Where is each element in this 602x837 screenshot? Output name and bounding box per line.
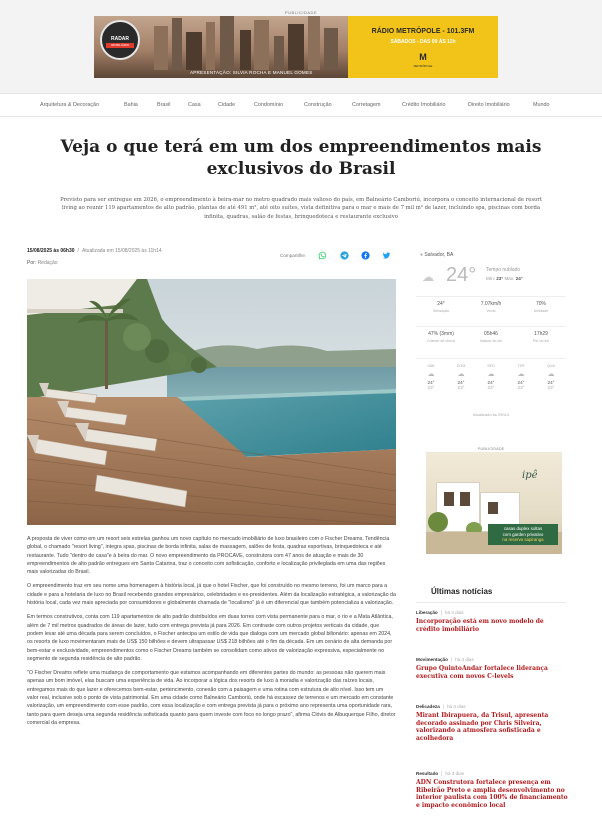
news-category: Resultado | há 3 dias [416,771,465,776]
forecast-day: DOM ☁ 24° 23° [446,364,476,390]
side-ad-tagline: casas duplex soltas com garden privativo na reserva sapiranga [488,524,558,545]
weather-location: ● Salvador, BA [420,252,454,258]
telegram-share-button[interactable] [338,249,350,261]
forecast-day: SÁB ☁ 24° 23° [416,364,446,390]
nav-item[interactable]: Casa [188,102,201,108]
ad-label: PUBLICIDADE [284,10,318,15]
nav-item[interactable]: Mundo [533,102,550,108]
top-ad-strip [0,0,602,93]
weather-stat: 70% Umidade [533,301,549,313]
location-pin-icon: ● [420,252,424,258]
news-item[interactable] [416,771,568,809]
top-banner-ad[interactable] [94,16,498,78]
article-author: Por: Redação [27,260,58,266]
radar-logo: RADAR IMOBILIÁRIO [100,20,140,60]
weather-stat: 7.07km/h Vento [480,301,502,313]
article-hero-image [27,279,396,525]
radio-title: RÁDIO METRÓPOLE - 101.3FM [371,28,475,35]
nav-item[interactable]: Brasil [157,102,171,108]
weather-condition: Tempo nublado [486,267,521,273]
forecast-day: SEG ☁ 24° 23° [476,364,506,390]
side-banner-ad[interactable] [426,452,562,554]
nav-item[interactable]: Construção [304,102,332,108]
news-category: Movimentação | há 3 dias [416,657,474,662]
article-date: 15/08/2025 às 06h30 / Atualizada em 15/08/2025 às 11h14 [27,248,162,254]
weather-stat: 47% (3mm) Chance de chuva [427,331,455,343]
facebook-icon [361,251,370,260]
forecast-day: TER ☁ 24° 23° [506,364,536,390]
nav-item[interactable]: Arquitetura & Decoração [40,102,100,108]
weather-stats-row [416,326,566,350]
weather-stats-row [416,296,566,320]
facebook-share-button[interactable] [359,249,371,261]
telegram-icon [340,251,349,260]
twitter-share-button[interactable] [380,249,392,261]
weather-stat: 24° Sensação [433,301,449,313]
ipe-logo: ipê [522,470,538,481]
news-headline-link[interactable]: Incorporação está em novo modelo de crédito imobiliário [416,618,544,633]
article-lede: Previsto para ser entregue em 2026, o empreendimento à beira-mar no metro quadrado mais valioso do país, em Balneário Camboriú, incorpora o conceito internacional de resort living ao reunir 119 apartamentos de alto padrão, plantas de até 491 m², até oito suítes, vista definitiva para o mar e mais de 7 mil m² de lazer, incluindo spa, piscinas com borda infinita, quadras, salão de festas, brinquedoteca e restaurante exclusivo [60,197,542,220]
forecast-day: QUA ☁ 24° 23° [536,364,566,390]
whatsapp-share-button[interactable] [316,249,328,261]
nav-item[interactable]: Bahia [124,102,138,108]
category-nav [0,93,602,117]
latest-news-title: Últimas notícias [431,587,493,596]
weather-forecast [416,358,566,404]
weather-updated: Atualizado às 09h13 [472,412,510,417]
radio-promo [348,16,498,78]
news-item[interactable] [416,704,568,742]
article-paragraph: A proposta de viver como em um resort seis estrelas ganhou um novo capítulo no mercado imobiliário de luxo brasileiro com o Fischer Dreams. Tendência global, o chamado "resort living", integra spas, piscinas de borda infinita, salas de massagem, salões de festa, quadras esportivas, brinquedoteca e até restaurante. Tudo "dentro de casa"e à beira do mar. O novo empreendimento da PROCAVE, construtora com 47 anos de atuação e mais de 30 empreendimentos de alto padrão entregues em Santa Catarina, traz o conceito com sofisticação, conforto e localização privilegiada em uma das regiões mais valorizadas do Brasil. [27,536,390,576]
cloud-icon: ☁ [457,371,465,378]
cloud-icon: ☁ [487,371,495,378]
article-paragraph: Em termos construtivos, conta com 119 apartamentos de alto padrão distribuídos em duas torres com vista permanente para o mar, o rio e a Mata Atlântica, além de 7 mil metros quadrados de áreas de lazer, tudo com entrega prevista já para 2026. Em contraste com outros projetos verticais da cidade, que podem levar até uma década para serem concluídos, o Fischer antecipa um estilo de vida que dialoga com um mercado global bilionário: apenas em 2024, os resorts de luxo movimentaram mais de US$ 150 bilhões e devem ultrapassar US$ 218 bilhões até o fim da década. Em um cenário de alta demanda por bem-estar e exclusividade, empreendimentos como o Fischer Dreams também se consolidam como ativos de valorização expressiva, especialmente no segmento de segunda residência de alto padrão. [27,614,393,662]
cloud-icon: ☁ [547,371,555,378]
nav-item[interactable]: Direito Imobiliário [468,102,510,108]
news-category: Liberação | há 3 dias [416,610,464,615]
metropole-logo-sub: METRÓPOLE [413,64,433,68]
share-label: Compartilhe: [280,253,307,258]
news-item[interactable] [416,657,568,680]
cloud-icon: ☁ [422,270,434,284]
side-ad-label: PUBLICIDADE [477,446,505,451]
weather-stat: 17h29 Pôr do sol [532,331,550,343]
weather-stat: 05h46 Nascer do sol [480,331,502,343]
radio-schedule: SÁBADOS - DAS 09 ÀS 11h [390,39,456,45]
news-item[interactable] [416,610,568,633]
twitter-icon [382,251,391,260]
news-headline-link[interactable]: Grupo QuintoAndar fortalece liderança executiva com novos C-levels [416,665,548,680]
nav-item[interactable]: Cidade [218,102,236,108]
nav-item[interactable]: Corretagem [352,102,381,108]
article-body [27,535,396,733]
weather-min-max: Mín: 23° Máx: 24° [486,276,523,281]
cloud-icon: ☁ [517,371,525,378]
metropole-logo: M [419,52,427,62]
article-paragraph: O empreendimento traz em seu nome uma homenagem à história local, já que o hotel Fischer, que foi construído no mesmo terreno, foi um marco para a cidade e para a hotelaria de luxo no Brasil recebendo grandes empresários, celebridades e ex-presidentes. Além da localização estratégica, a valorização da história local, cada vez mais apreciada por consumidores e globalmente chamada de "localismo" já é um diferencial que também potencializa a valorização. [27,583,396,607]
article-paragraph: "O Fischer Dreams reflete uma mudança de comportamento que estamos acompanhando em diferentes partes do mundo: as pessoas não querem mais apenas um bom imóvel, elas buscam uma experiência de vida. Ao incorporar a lógica dos resorts de luxo à moradia e valorização das raízes locais, entregamos mais do que lazer e oferecemos bem-estar, pertencimento, conexão com a paisagem e uma rotina com estrutura de alto nível. Isso tem um valor real, inclusive sob o ponto de vista patrimonial. Em uma cidade como Balneário Camboriú, onde há escassez de terrenos e um mercado em constante valorização, um empreendimento com esse padrão, com essa localização e com entrega prevista já para o próximo ano representa uma oportunidade rara, tanto para quem deseja uma segunda residência sofisticada quanto para quem investe com foco no longo prazo", afirma Clóvis de Albuquerque Filho, diretor comercial da empresa. [27,670,396,726]
nav-item[interactable]: Condomínio [254,102,284,108]
whatsapp-icon [318,251,327,260]
news-category: Delicadeza | há 3 dias [416,704,466,709]
nav-item[interactable]: Crédito Imobiliário [402,102,446,108]
cloud-icon: ☁ [427,371,435,378]
news-headline-link[interactable]: Mirant Ibirapuera, da Trisul, apresenta decorado assinado por Chris Silveira, valorizando a atmosfera sofisticada e acolhedora [416,712,549,742]
article-headline: Veja o que terá em um dos empreendimentos mais exclusivos do Brasil [60,137,542,179]
news-headline-link[interactable]: ADN Construtora fortalece presença em Ribeirão Preto e amplia desenvolvimento no interior paulista com 100% de financiamento e impacto econômico local [416,779,568,809]
banner-city-image [94,16,348,78]
banner-caption: APRESENTAÇÃO: SILVIA ROCHA E MANUEL GOMES [190,70,313,75]
divider [416,602,566,603]
current-temperature: 24° [446,264,477,286]
